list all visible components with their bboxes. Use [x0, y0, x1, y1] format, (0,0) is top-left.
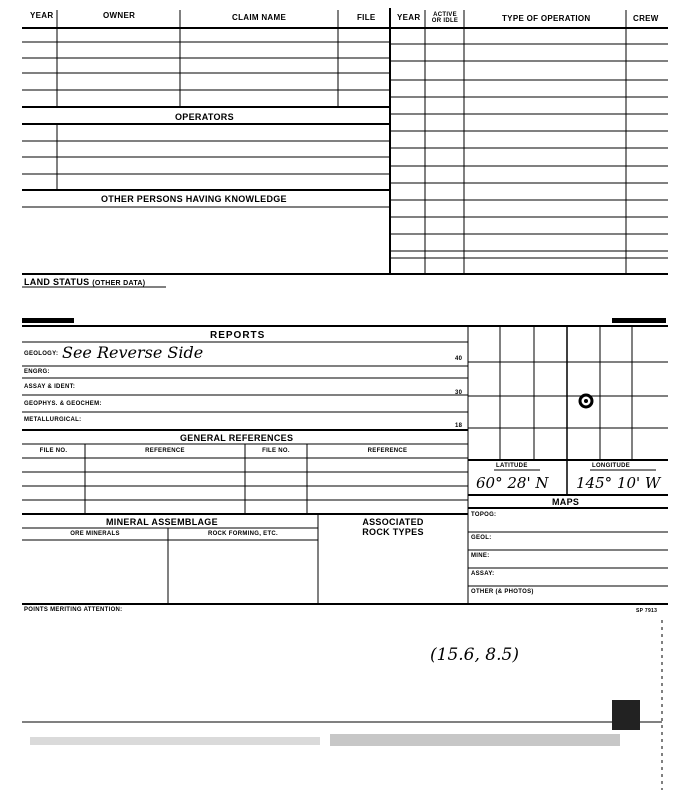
land-status-sub: (OTHER DATA): [92, 280, 146, 287]
maps-row-other: OTHER (& PHOTOS): [471, 589, 534, 595]
report-label-assay: ASSAY & IDENT:: [24, 384, 76, 390]
operators-title: OPERATORS: [175, 112, 234, 122]
report-number-assay: 30: [455, 390, 463, 396]
header-file: FILE: [357, 13, 376, 22]
points-meriting-attention-label: POINTS MERITING ATTENTION:: [24, 607, 123, 613]
report-label-engrg: ENGRG:: [24, 369, 50, 375]
header-active-or-idle: ACTIVE OR IDLE: [431, 12, 459, 24]
header-claim-name: CLAIM NAME: [232, 13, 287, 22]
maps-row-assay: ASSAY:: [471, 571, 495, 577]
rock-forming-header: ROCK FORMING, ETC.: [207, 531, 279, 537]
other-persons-title: OTHER PERSONS HAVING KNOWLEDGE: [101, 194, 287, 204]
header-crew: CREW: [633, 14, 659, 23]
handwritten-coordinates: (15.6, 8.5): [430, 645, 519, 665]
maps-row-topog: TOPOG:: [471, 512, 497, 518]
maps-title: MAPS: [552, 497, 580, 507]
gr-header-file-no-2: FILE NO.: [262, 448, 290, 454]
reports-title: REPORTS: [210, 330, 266, 341]
report-label-geology: GEOLOGY:: [24, 351, 59, 357]
maps-row-mine: MINE:: [471, 553, 490, 559]
header-owner: OWNER: [103, 11, 136, 20]
ore-minerals-header: ORE MINERALS: [70, 531, 120, 537]
associated-rock-types-line2: ROCK TYPES: [362, 527, 424, 537]
report-number-geology: 40: [455, 356, 463, 362]
header-year-right: YEAR: [397, 13, 421, 22]
maps-row-geol: GEOL:: [471, 535, 492, 541]
latitude-value: 60° 28' N: [476, 474, 549, 492]
gr-header-file-no-1: FILE NO.: [39, 448, 68, 454]
geology-handwritten-value: See Reverse Side: [62, 343, 204, 362]
gr-header-reference-1: REFERENCE: [145, 448, 185, 454]
report-label-metallurgical: METALLURGICAL:: [24, 417, 82, 423]
report-label-geophys: GEOPHYS. & GEOCHEM:: [24, 401, 102, 407]
report-number-metallurgical: 18: [455, 423, 463, 429]
associated-rock-types-line1: ASSOCIATED: [362, 517, 424, 527]
form-number: SP 7913: [636, 608, 658, 614]
land-status-title: LAND STATUS: [24, 277, 90, 287]
land-status-label: [24, 277, 145, 287]
latitude-label: LATITUDE: [496, 463, 528, 469]
header-type-of-operation: TYPE OF OPERATION: [502, 14, 591, 23]
general-references-title: GENERAL REFERENCES: [180, 433, 294, 443]
gr-header-reference-2: REFERENCE: [367, 448, 408, 454]
longitude-value: 145° 10' W: [576, 474, 661, 492]
mineral-assemblage-title: MINERAL ASSEMBLAGE: [106, 517, 218, 527]
header-year: YEAR: [30, 11, 54, 20]
longitude-label: LONGITUDE: [592, 463, 631, 469]
